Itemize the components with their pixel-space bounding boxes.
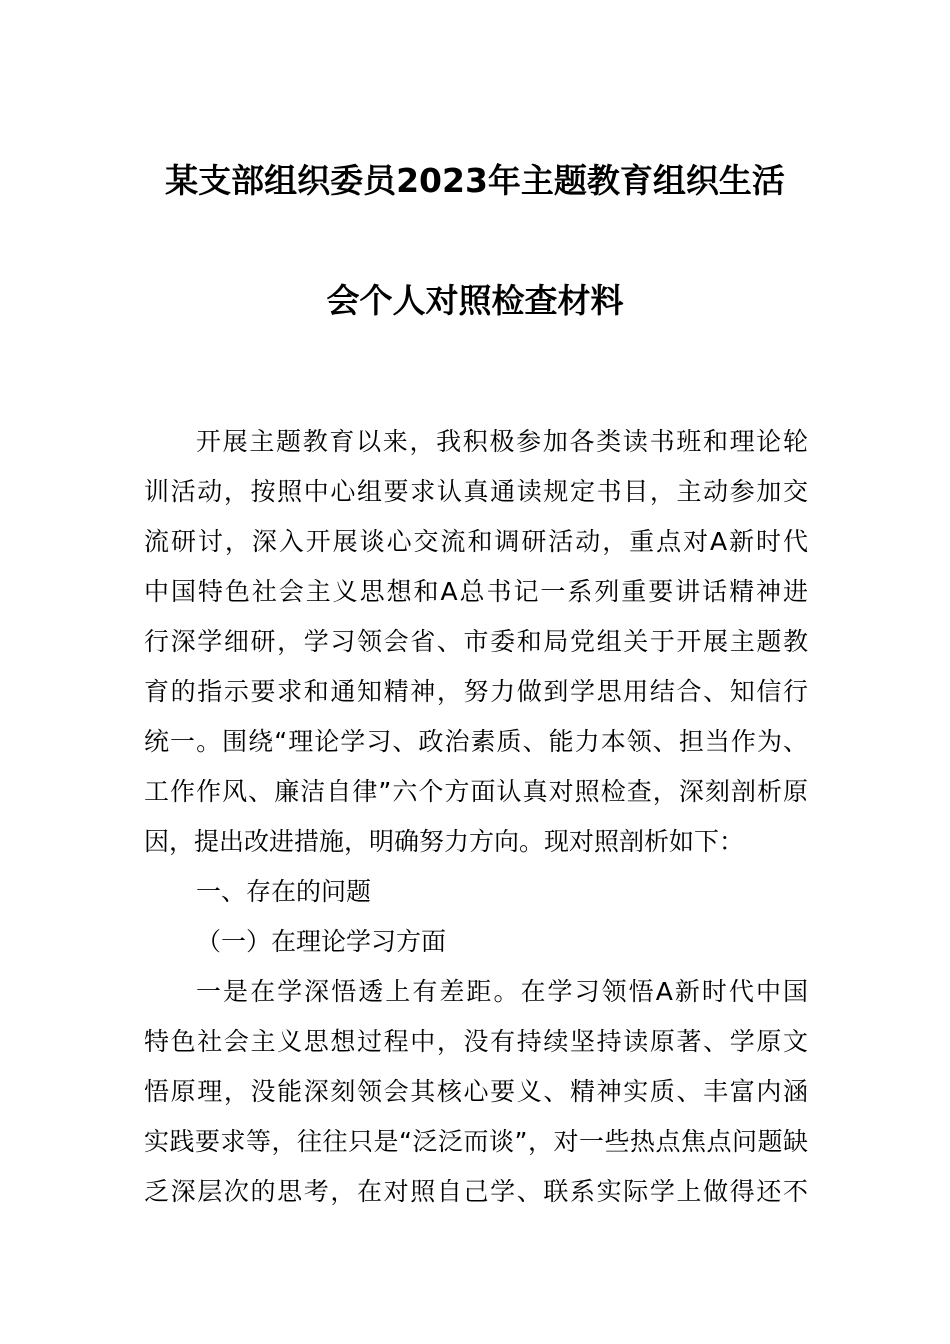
paragraph-line: 特色社会主义思想过程中，没有持续坚持读原著、学原文 [144,1027,808,1056]
document-title-line-1: 某支部组织委员2023年主题教育组织生活 [165,161,785,200]
paragraph-line: 行深学细研，学习领会省、市委和局党组关于开展主题教 [144,627,808,656]
paragraph-line: 乏深层次的思考，在对照自己学、联系实际学上做得还不 [144,1177,808,1206]
subsection-heading: （一）在理论学习方面 [196,927,447,956]
paragraph-line: 实践要求等，往往只是“泛泛而谈”，对一些热点焦点问题缺 [144,1127,808,1156]
section-heading: 一、存在的问题 [196,877,372,906]
paragraph-line: 悟原理，没能深刻领会其核心要义、精神实质、丰富内涵 [144,1077,808,1106]
document-title-line-2: 会个人对照检查材料 [326,281,624,320]
paragraph-line: 统一。围绕“理论学习、政治素质、能力本领、担当作为、 [144,727,808,756]
paragraph-line: 训活动，按照中心组要求认真通读规定书目，主动参加交 [144,477,808,506]
paragraph-line: 一是在学深悟透上有差距。在学习领悟A新时代中国 [196,977,808,1006]
paragraph-line: 工作作风、廉洁自律”六个方面认真对照检查，深刻剖析原 [144,777,808,806]
document-body [144,417,808,1217]
paragraph-line: 中国特色社会主义思想和A总书记一系列重要讲话精神进 [144,577,808,606]
paragraph-line: 因，提出改进措施，明确努力方向。现对照剖析如下： [144,827,745,856]
paragraph-line: 育的指示要求和通知精神，努力做到学思用结合、知信行 [144,677,808,706]
paragraph-line: 流研讨，深入开展谈心交流和调研活动，重点对A新时代 [144,527,808,556]
paragraph-line: 开展主题教育以来，我积极参加各类读书班和理论轮 [196,427,808,456]
